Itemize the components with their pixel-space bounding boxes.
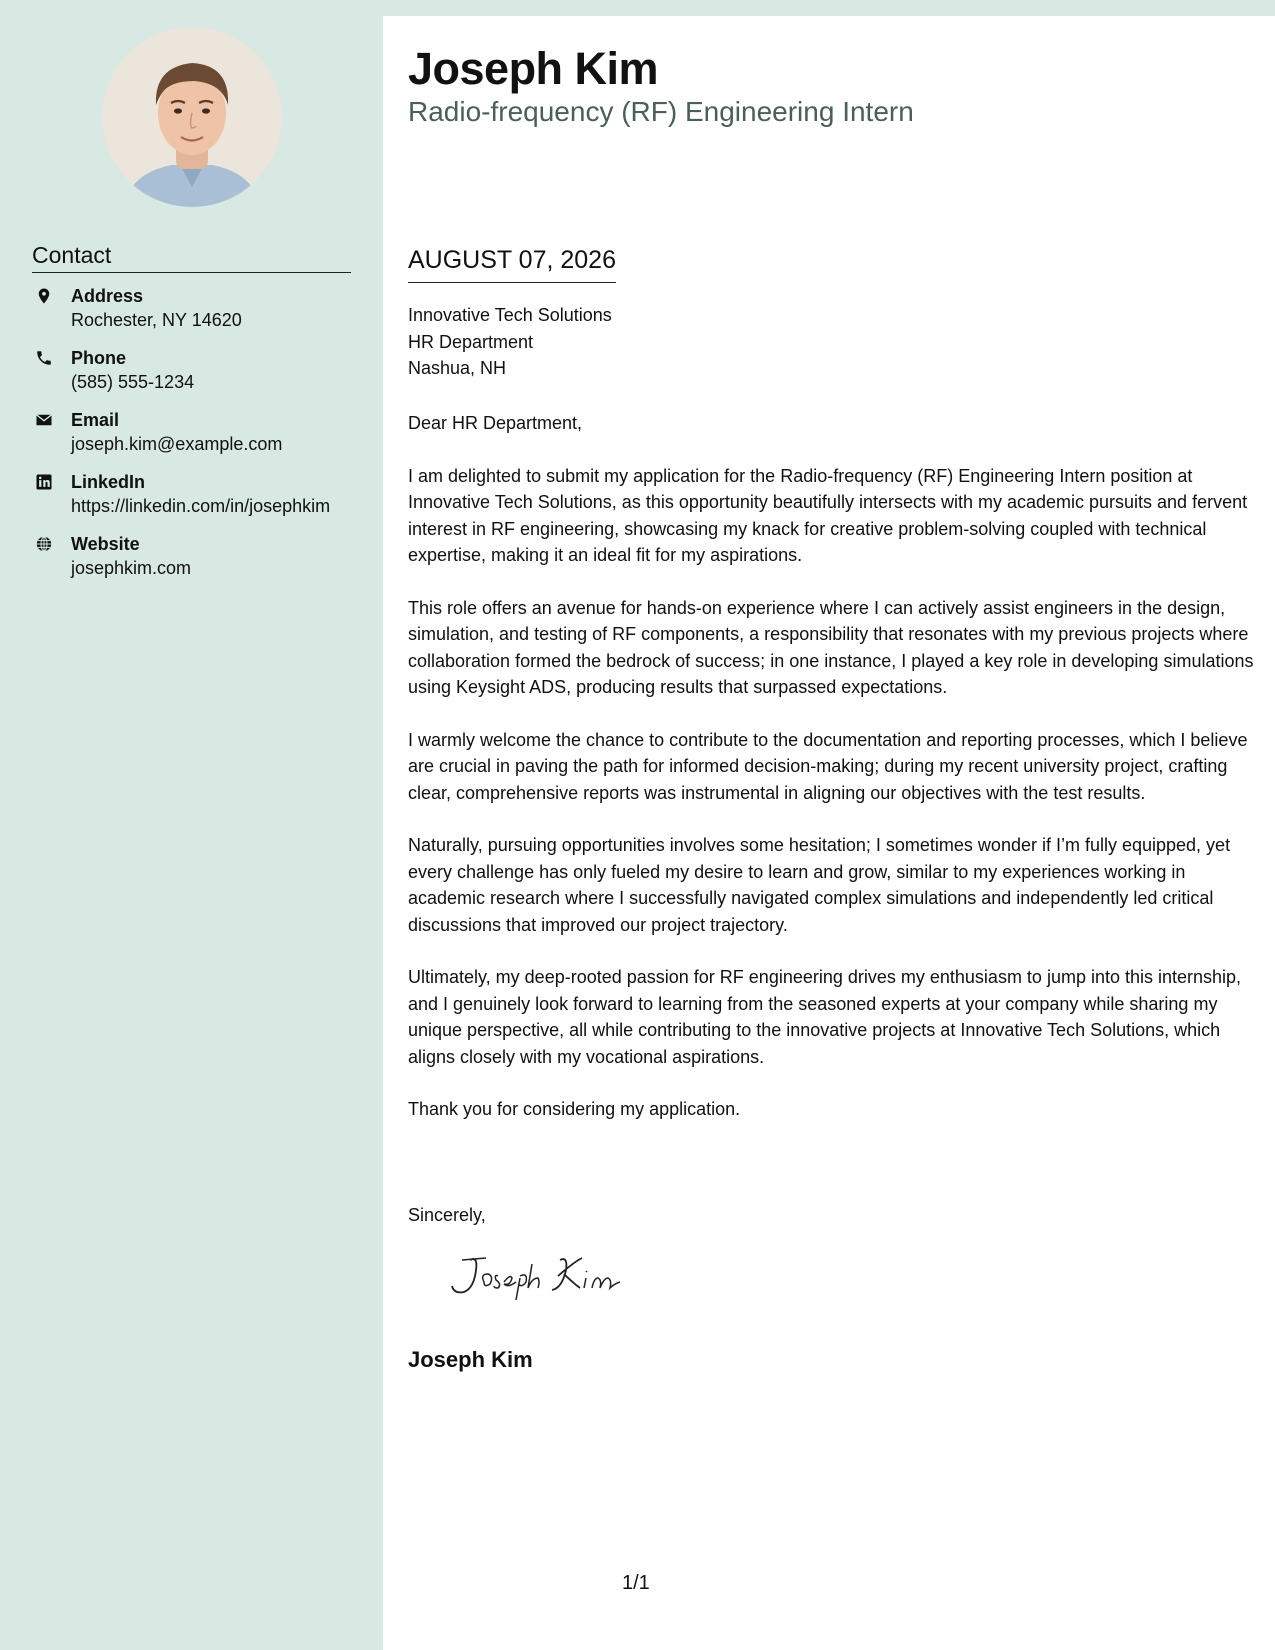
applicant-name: Joseph Kim [408,43,659,94]
handwritten-signature [440,1248,640,1308]
page-number: 1/1 [622,1572,650,1594]
letter-paragraph: I am delighted to submit my application for the Radio-frequency (RF) Engineering Intern position at Innovative Tech Solutions, as this opportunity beautifully intersects with my academic pursuits and fervent interest in RF engineering, showcasing my knack for creative problem-solving coupled with technical expertise, making it an ideal fit for my aspirations. [408,465,1248,565]
closing: Sincerely, [408,1205,486,1225]
envelope-icon [35,411,53,429]
profile-photo [102,27,282,207]
letter-paragraph: Ultimately, my deep-rooted passion for RF engineering drives my enthusiasm to jump into this internship, and I genuinely look forward to learning from the seasoned experts at your company while sharing my unique perspective, all while contributing to the innovative projects at Innovative Tech Solutions, which aligns closely with my vocational aspirations. [408,967,1242,1067]
linkedin-icon [35,473,53,491]
signature [440,1248,640,1308]
letter-paragraph: This role offers an avenue for hands-on experience where I can actively assist engineers in the design, simulation, and testing of RF components, a responsibility that resonates with my previous projects where collaboration formed the bedrock of success; in one instance, I played a key role in developing simulations using Keysight ADS, producing results that surpassed expectations. [408,597,1254,697]
contact-label: Phone [71,348,127,368]
contact-item-website [32,532,352,581]
contact-item-email [32,408,352,457]
phone-icon [35,349,53,367]
letter-paragraph: Thank you for considering my application. [408,1099,741,1119]
salutation: Dear HR Department, [408,413,583,433]
contact-label: LinkedIn [71,472,146,492]
contact-value: (585) 555-1234 [71,372,195,392]
contact-label: Website [71,534,140,554]
contact-value[interactable]: josephkim.com [71,558,192,578]
contact-value: Rochester, NY 14620 [71,310,242,330]
profile-photo-illustration [102,27,282,207]
letter-paragraph: I warmly welcome the chance to contribute to the documentation and reporting processes, which I believe are crucial in paving the path for informed decision-making; during my recent university project, crafting clear, comprehensive reports was instrumental in aligning our objectives with the test results. [408,729,1248,803]
signed-name: Joseph Kim [408,1347,533,1372]
recipient-location: Nashua, NH [408,358,507,378]
contact-item-phone [32,346,352,395]
globe-icon [35,535,53,553]
contact-item-linkedin [32,470,352,519]
letter-paragraph: Naturally, pursuing opportunities involves some hesitation; I sometimes wonder if I’m fully equipped, yet every challenge has only fueled my desire to learn and grow, similar to my experiences working in academic research where I successfully navigated complex simulations and independently led critical discussions that improved our project trajectory. [408,835,1231,935]
recipient-block [408,302,612,382]
contact-list [32,284,352,594]
contact-item-address [32,284,352,333]
job-title: Radio-frequency (RF) Engineering Intern [408,96,914,127]
recipient-company: Innovative Tech Solutions [408,305,612,325]
contact-label: Address [71,286,144,306]
letter-date: AUGUST 07, 2026 [408,244,616,283]
letter-body [408,410,1254,1149]
contact-heading: Contact [32,240,351,273]
location-pin-icon [35,287,53,305]
contact-value[interactable]: https://linkedin.com/in/josephkim [71,496,331,516]
recipient-department: HR Department [408,331,534,352]
contact-value[interactable]: joseph.kim@example.com [71,434,283,454]
contact-label: Email [71,410,120,430]
